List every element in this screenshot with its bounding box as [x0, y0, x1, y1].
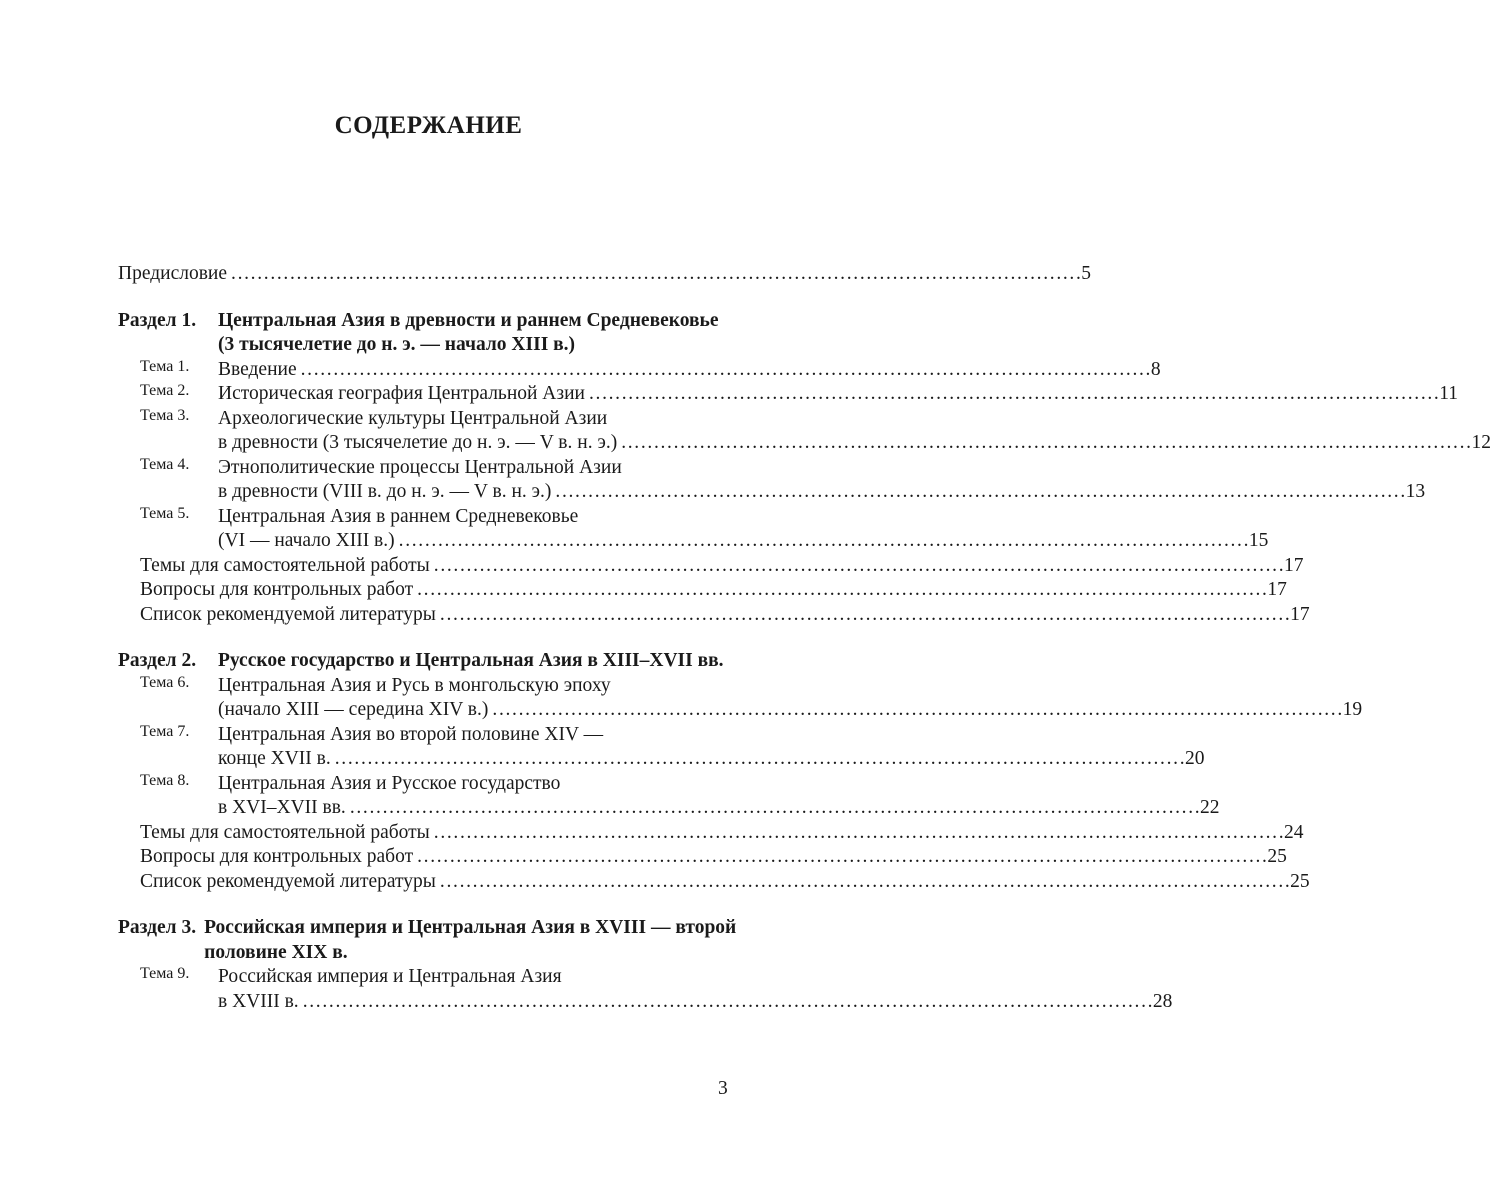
leader-dots	[555, 480, 1403, 505]
topic-title-continued: конце XVII в.	[218, 748, 331, 769]
leader-dots	[621, 431, 1469, 456]
toc-topic-1[interactable]	[140, 357, 1161, 383]
leader-dots	[399, 529, 1247, 554]
topic-title-continued: в древности (VIII в. до н. э. — V в. н. э.)	[218, 481, 552, 502]
leader-dots	[440, 603, 1288, 628]
toc-page-number: 8	[1150, 358, 1161, 380]
leader-dots	[301, 358, 1149, 383]
toc-page-number: 22	[1200, 797, 1220, 818]
leader-dots	[434, 821, 1282, 846]
toc-entry-text: Темы для самостоятельной работы	[140, 821, 430, 843]
toc-entry-text: Список рекомендуемой литературы	[140, 870, 436, 892]
section-title: Центральная Азия в древности и раннем Средневековье (3 тысячелетие до н. э. — начало XIII в.)	[218, 309, 719, 355]
toc-page-number: 25	[1267, 846, 1287, 867]
topic-title-continued: (VI — начало XIII в.)	[218, 530, 395, 551]
toc-entry-preface[interactable]	[118, 262, 1092, 287]
toc-entry-self-study[interactable]	[140, 554, 1304, 579]
section-2-heading[interactable]	[118, 649, 738, 674]
toc-entry-text: Темы для самостоятельной работы	[140, 554, 430, 576]
topic-title-continued: (начало XIII — середина XIV в.)	[218, 699, 489, 720]
leader-dots	[231, 262, 1079, 287]
topic-title: Историческая география Центральной Азии	[218, 383, 585, 404]
section-label: Раздел 2.	[118, 650, 197, 671]
toc-page-number: 17	[1267, 579, 1287, 600]
topic-title: Центральная Азия в раннем Средневековье	[218, 505, 579, 527]
toc-page-number: 12	[1471, 432, 1491, 453]
toc-page-number: 28	[1152, 990, 1173, 1012]
table-of-contents	[118, 262, 1491, 1014]
toc-page-number: 5	[1081, 263, 1092, 284]
toc-topic-9[interactable]	[140, 965, 1173, 1014]
topic-label: Тема 1.	[140, 357, 190, 375]
topic-label: Тема 8.	[140, 771, 190, 789]
toc-entry-text: Вопросы для контрольных работ	[140, 579, 414, 600]
toc-entry-literature[interactable]	[140, 603, 1310, 628]
toc-page-number: 13	[1405, 481, 1426, 502]
page-number: 3	[718, 1078, 728, 1099]
toc-page-number: 19	[1342, 699, 1363, 720]
toc-entry-literature[interactable]	[140, 870, 1310, 895]
section-title: Российская империя и Центральная Азия в XVIII — второй половине XIX в.	[204, 917, 737, 963]
topic-title: Российская империя и Центральная Азия	[218, 966, 562, 987]
leader-dots	[417, 578, 1265, 603]
toc-topic-5[interactable]	[140, 504, 1269, 554]
topic-title: Центральная Азия во второй половине XIV —	[218, 723, 604, 745]
leader-dots	[350, 796, 1198, 821]
toc-page-number: 25	[1290, 870, 1310, 892]
toc-entry-text: Вопросы для контрольных работ	[140, 846, 414, 867]
section-label: Раздел 1.	[118, 309, 197, 331]
toc-topic-7[interactable]	[140, 722, 1205, 772]
topic-label: Тема 2.	[140, 382, 190, 399]
leader-dots	[440, 870, 1288, 895]
toc-page-number: 11	[1439, 383, 1458, 404]
topic-title: Центральная Азия и Русское государство	[218, 772, 561, 794]
topic-label: Тема 5.	[140, 504, 190, 522]
leader-dots	[434, 554, 1282, 579]
section-label: Раздел 3.	[118, 917, 197, 938]
toc-entry-text: Список рекомендуемой литературы	[140, 603, 436, 625]
leader-dots	[492, 698, 1340, 723]
leader-dots	[589, 382, 1437, 407]
section-1-heading[interactable]	[118, 309, 738, 358]
toc-entry-questions[interactable]	[140, 578, 1287, 603]
topic-title-continued: в древности (3 тысячелетие до н. э. — V в. н. э.)	[218, 432, 618, 453]
topic-title: Этнополитические процессы Центральной Азии	[218, 456, 622, 478]
page-title: СОДЕРЖАНИЕ	[334, 112, 523, 139]
toc-page-number: 20	[1184, 748, 1205, 769]
topic-label: Тема 6.	[140, 673, 190, 691]
topic-title-continued: в XVI–XVII вв.	[218, 797, 346, 818]
topic-label: Тема 4.	[140, 455, 190, 473]
toc-topic-2[interactable]	[140, 382, 1458, 407]
topic-title: Археологические культуры Центральной Азии	[218, 407, 608, 429]
topic-label: Тема 9.	[140, 965, 190, 982]
toc-topic-3[interactable]	[140, 406, 1491, 456]
toc-page-number: 17	[1284, 554, 1304, 576]
toc-page-number: 24	[1284, 821, 1304, 843]
leader-dots	[335, 747, 1183, 772]
toc-page-number: 17	[1290, 603, 1310, 625]
topic-label: Тема 7.	[140, 722, 190, 740]
toc-topic-4[interactable]	[140, 455, 1426, 505]
toc-entry-self-study[interactable]	[140, 821, 1304, 846]
leader-dots	[417, 845, 1265, 870]
leader-dots	[303, 990, 1151, 1015]
section-3-heading[interactable]	[118, 916, 738, 965]
toc-page-number: 15	[1248, 530, 1269, 551]
topic-title: Введение	[218, 358, 297, 380]
section-title: Русское государство и Центральная Азия в XIII–XVII вв.	[218, 650, 724, 671]
toc-entry-questions[interactable]	[140, 845, 1287, 870]
toc-topic-6[interactable]	[140, 673, 1363, 723]
topic-title: Центральная Азия и Русь в монгольскую эпоху	[218, 674, 611, 696]
topic-title-continued: в XVIII в.	[218, 990, 299, 1012]
toc-entry-text: Предисловие	[118, 263, 228, 284]
toc-topic-8[interactable]	[140, 771, 1220, 821]
topic-label: Тема 3.	[140, 406, 190, 424]
